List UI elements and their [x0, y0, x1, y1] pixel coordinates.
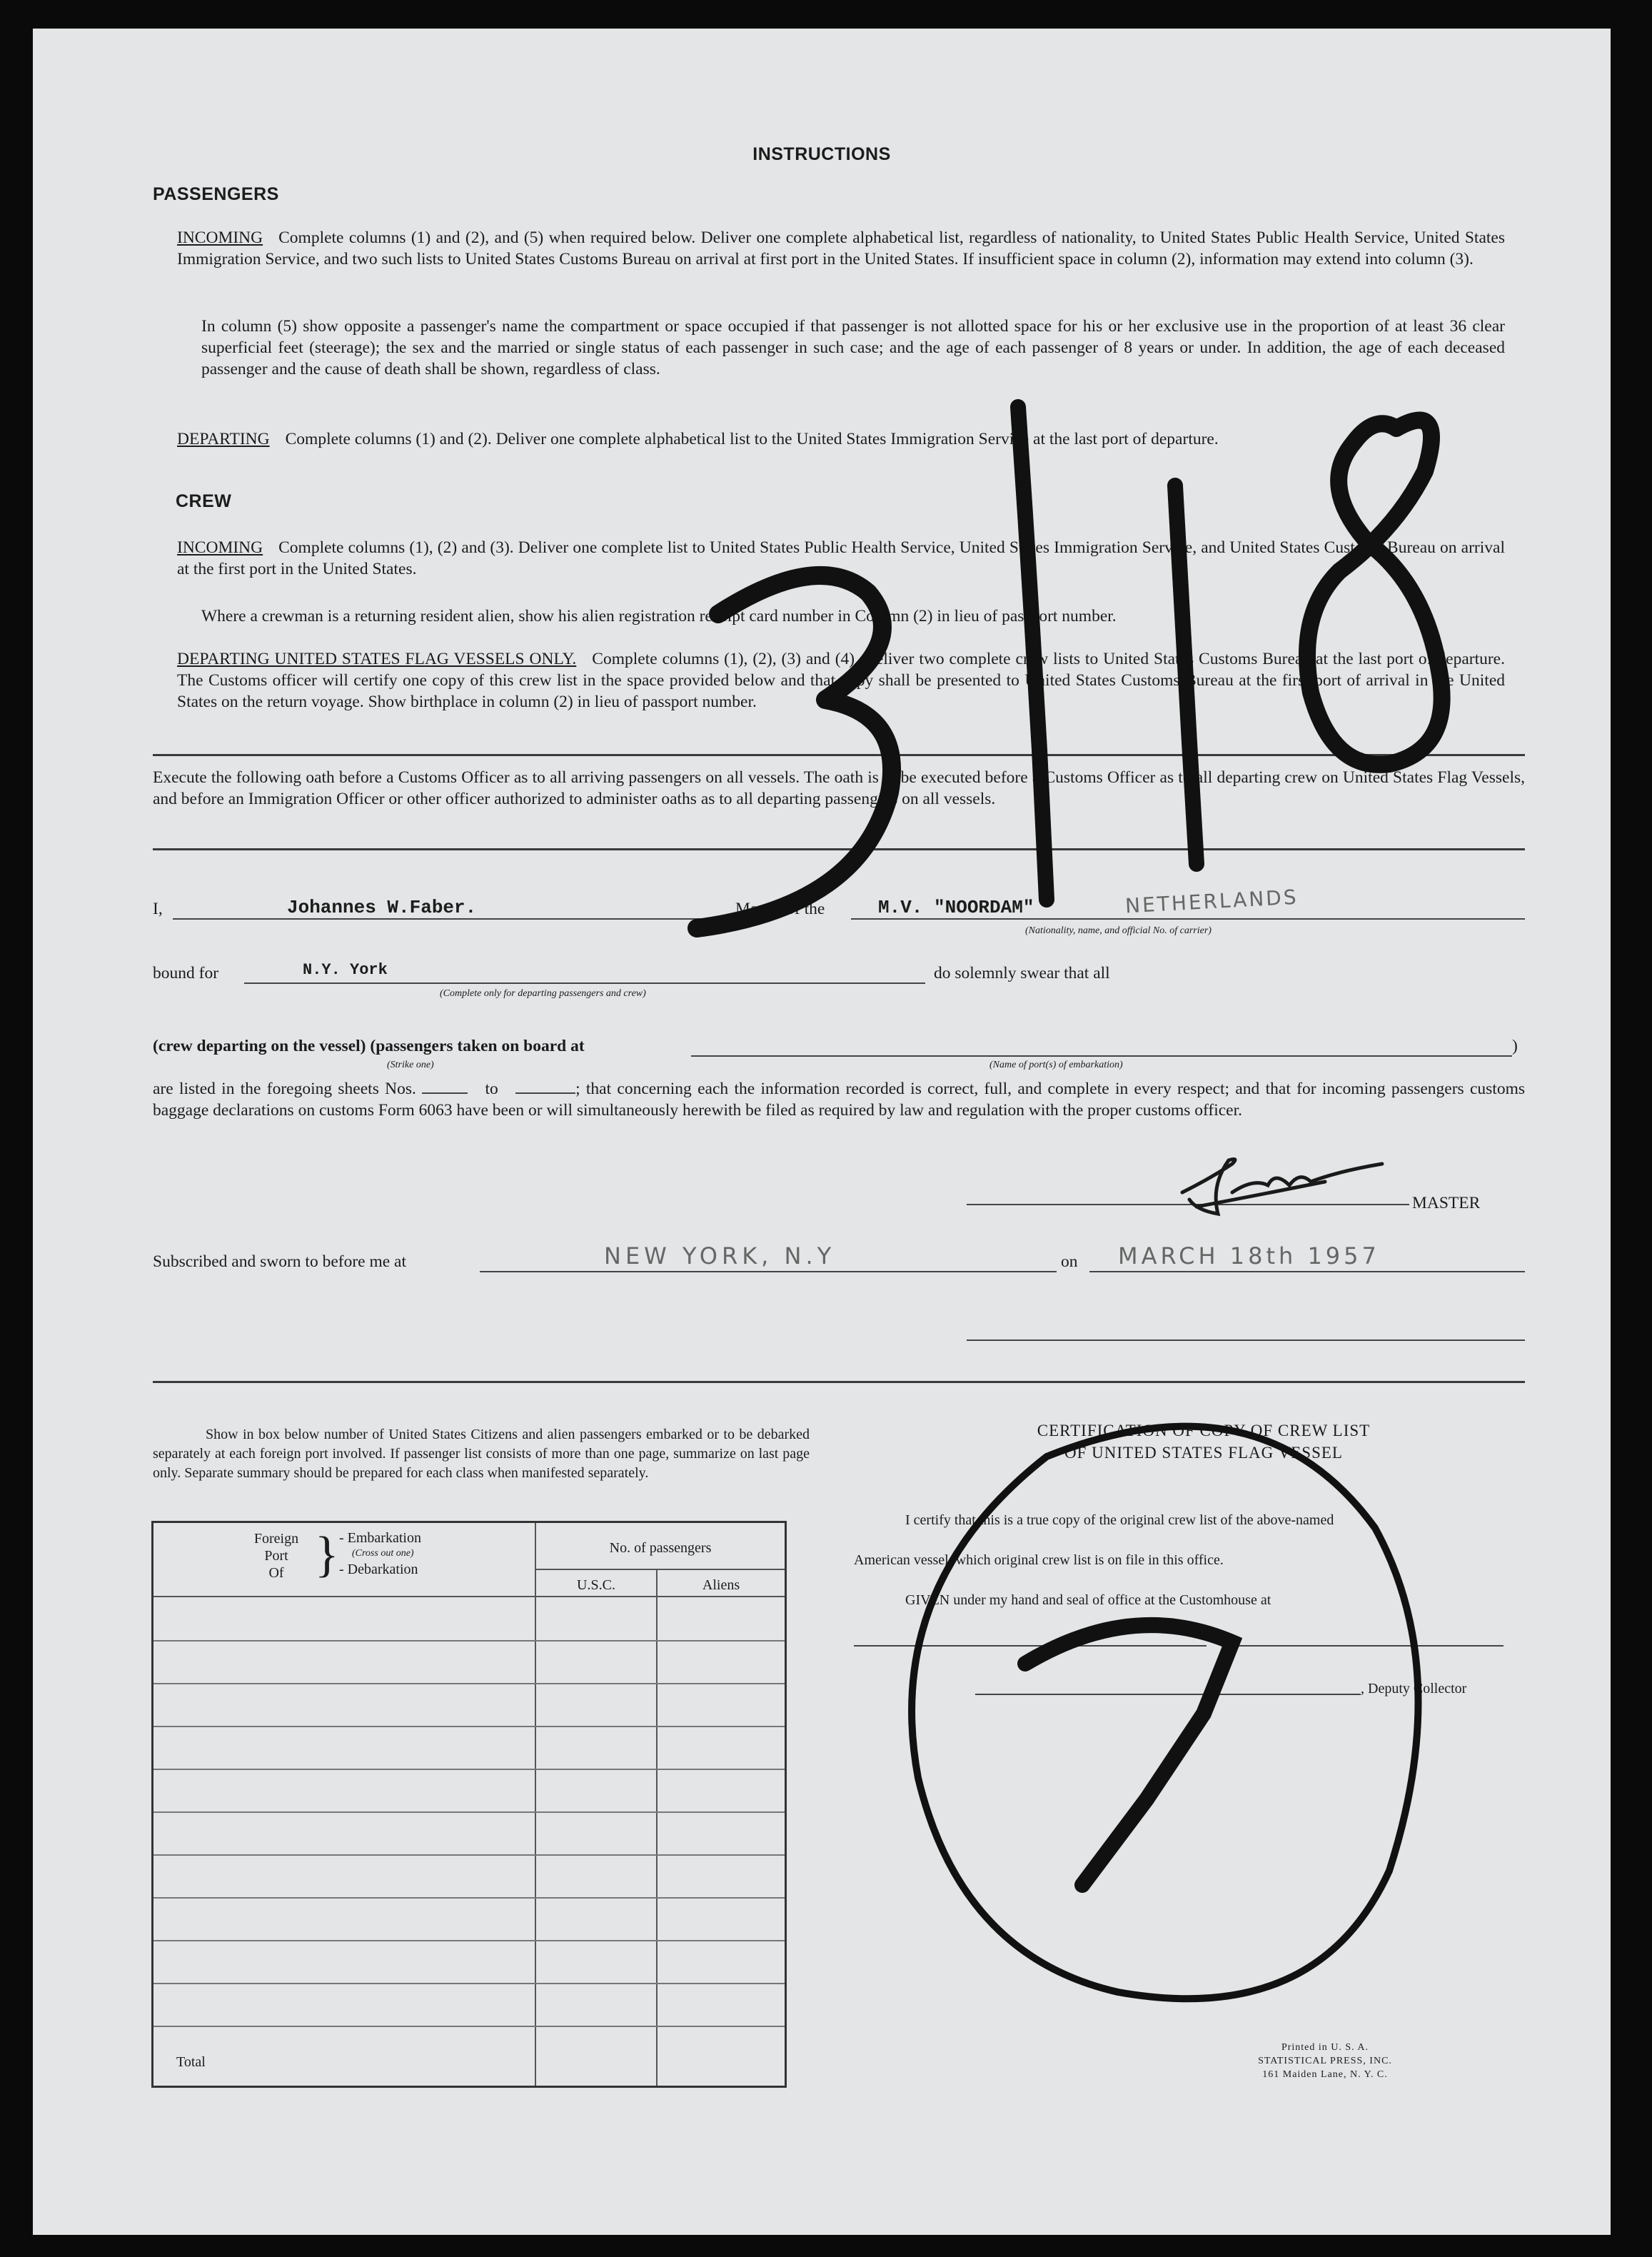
- cross-out: (Cross out one): [352, 1548, 414, 1559]
- sworn-place-line: [480, 1271, 1057, 1272]
- crew-incoming-label: INCOMING: [177, 538, 263, 557]
- table-row: [153, 1640, 785, 1642]
- sworn-date-line: [1089, 1271, 1525, 1272]
- divider-2: [153, 848, 1525, 850]
- sworn-place: NEW YORK, N.Y: [604, 1242, 836, 1270]
- crew-resident-paragraph: Where a crewman is a returning resident alien, show his alien registration receipt card number in Column (2) in lieu of passport number.: [201, 607, 1117, 625]
- listed-text-b: ; that concerning each the information recorded is correct, full, and complete in every respect; and that for incoming passengers customs baggage declarations on customs Form 6063 have been or will simultaneously herewith be filed as required by law and regulation with the proper customs officer.: [153, 1080, 1526, 1120]
- certify-text-a: I certify that this is a true copy of the original crew list of the above-named: [905, 1512, 1334, 1528]
- passengers-departing-paragraph: [177, 428, 1505, 450]
- printer-line-3: 161 Maiden Lane, N. Y. C.: [1262, 2069, 1388, 2080]
- table-row: [153, 2026, 785, 2027]
- master-label: MASTER: [1412, 1194, 1481, 1212]
- listed-text-a: are listed in the foregoing sheets Nos.: [153, 1080, 416, 1098]
- vessel-line: [851, 918, 1525, 920]
- printer-line-1: Printed in U. S. A.: [1281, 2042, 1369, 2053]
- bound-caption: (Complete only for departing passengers and crew): [440, 988, 646, 999]
- crew-departing-label: DEPARTING UNITED STATES FLAG VESSELS ONLY.: [177, 650, 577, 668]
- officer-signature-line: [967, 1339, 1525, 1341]
- table-row: [153, 1726, 785, 1727]
- printer-line-2: STATISTICAL PRESS, INC.: [1258, 2056, 1392, 2066]
- sworn-date: MARCH 18th 1957: [1118, 1242, 1380, 1270]
- carrier-caption: (Nationality, name, and official No. of carrier): [1025, 925, 1212, 936]
- table-row: [153, 1769, 785, 1770]
- nationality-handwritten: NETHERLANDS: [1124, 885, 1299, 918]
- deputy-label: , Deputy Collector: [1361, 1681, 1467, 1696]
- instructions-title: INSTRUCTIONS: [752, 144, 891, 164]
- crew-incoming-text: Complete columns (1), (2) and (3). Deliver one complete list to United States Public Health Service, United States Immigration Service, and United States Customs Bureau on arrival at the first port in the United States.: [177, 538, 1505, 578]
- certification-title: [847, 1419, 1561, 1464]
- divider-1: [153, 754, 1525, 756]
- master-of-label: Master of the: [735, 900, 825, 918]
- form-page: [33, 29, 1611, 2235]
- given-text: GIVEN under my hand and seal of office at the Customhouse at: [905, 1592, 1271, 1608]
- crew-departing-paragraph: [177, 648, 1505, 713]
- crew-heading: CREW: [176, 491, 232, 511]
- oath-intro: Execute the following oath before a Customs Officer as to all arriving passengers on all vessels. The oath is to be executed before a Customs Officer as to all departing crew on United States Flag Vessels, and before an Immigration Officer or other officer authorized to administer oaths as to all departing passengers on all vessels.: [153, 768, 1525, 808]
- printer-imprint: [1218, 2041, 1432, 2081]
- passengers-incoming-text: Complete columns (1) and (2), and (5) when required below. Deliver one complete alphabetical list, regardless of nationality, to United States Public Health Service, United States Immigration Service, and two such lists to United States Customs Bureau on arrival at first port in the United States. If insufficient space in column (2), information may extend into column (3).: [177, 228, 1505, 268]
- debarkation: - Debarkation: [339, 1562, 418, 1577]
- passengers-departing-text: Complete columns (1) and (2). Deliver one complete alphabetical list to the United States Immigration Service at the last port of departure.: [285, 430, 1219, 448]
- customhouse-line: [854, 1645, 1207, 1647]
- certification-title-1: CERTIFICATION OF COPY OF CREW LIST: [1037, 1422, 1371, 1439]
- usc-header: U.S.C.: [577, 1577, 615, 1593]
- divider-3: [153, 1381, 1525, 1383]
- cert-on-label: on: [1215, 1632, 1229, 1648]
- crew-departing-phrase: (crew departing on the vessel) (passengers taken on board at: [153, 1037, 585, 1055]
- passengers-incoming-label: INCOMING: [177, 228, 263, 247]
- total-label: Total: [176, 2054, 206, 2070]
- passengers-departing-label: DEPARTING: [177, 430, 270, 448]
- certification-title-2: OF UNITED STATES FLAG VESSEL: [1064, 1444, 1343, 1462]
- passengers-incoming-paragraph: [177, 227, 1505, 270]
- embarkation: - Embarkation: [339, 1530, 421, 1546]
- no-passengers-header: No. of passengers: [609, 1540, 712, 1556]
- foreign-port-header: [233, 1530, 319, 1582]
- sworn-on-label: on: [1061, 1252, 1078, 1271]
- ports-line: [691, 1055, 1512, 1057]
- header-subdivider: [536, 1569, 785, 1570]
- crew-departing-text: Complete columns (1), (2), (3) and (4). Deliver two complete crew lists to United States Customs Bureau at the last port of departure. The Customs officer will certify one copy of this crew list in the space provided below and that copy shall be presented to United States Customs Bureau at the first port of arrival in the United States on the return voyage. Show birthplace in column (2) in lieu of passport number.: [177, 650, 1505, 711]
- embark-debark: [339, 1530, 421, 1577]
- i-label: I,: [153, 900, 163, 918]
- table-row: [153, 1940, 785, 1941]
- cert-date-line: [1238, 1645, 1504, 1647]
- table-row: [153, 1983, 785, 1984]
- swear-text: do solemnly swear that all: [934, 964, 1110, 982]
- listed-paragraph: [153, 1078, 1525, 1121]
- bound-for-value: N.Y. York: [303, 961, 388, 979]
- certify-text-b: American vessel, which original crew list is on file in this office.: [854, 1552, 1224, 1568]
- master-name-line: [173, 918, 732, 920]
- foreign-line-3: Of: [268, 1565, 284, 1581]
- closing-paren: ): [1512, 1037, 1518, 1055]
- aliens-header: Aliens: [702, 1577, 740, 1593]
- foreign-line-1: Foreign: [253, 1531, 299, 1547]
- passengers-heading: PASSENGERS: [153, 184, 279, 204]
- table-row: [153, 1854, 785, 1856]
- master-signature: [1168, 1142, 1396, 1235]
- summary-table: [151, 1521, 787, 2088]
- bound-for-label: bound for: [153, 964, 219, 982]
- brace: }: [315, 1527, 339, 1582]
- listed-to: to: [485, 1080, 498, 1098]
- subscribed-label: Subscribed and sworn to before me at: [153, 1252, 407, 1271]
- passengers-column5-paragraph: In column (5) show opposite a passenger's name the compartment or space occupied if that passenger is not allotted space for his or her exclusive use in the proportion of at least 36 clear superficial feet (steerage); the sex and the married or single status of each passenger in such case; and the age of each passenger of 8 years or under. In addition, the age of each deceased passenger and the cause of death shall be shown, regardless of class.: [201, 317, 1505, 378]
- header-bottom: [153, 1596, 785, 1597]
- ports-caption: (Name of port(s) of embarkation): [989, 1060, 1123, 1070]
- master-name: Johannes W.Faber.: [287, 897, 477, 918]
- table-row: [153, 1897, 785, 1899]
- bound-for-line: [244, 982, 925, 984]
- crew-departing-text: [153, 1035, 585, 1057]
- vessel-name: M.V. "NOORDAM": [878, 897, 1034, 918]
- foreign-line-2: Port: [264, 1548, 288, 1564]
- col-divider-1: [535, 1523, 536, 2086]
- col-divider-2: [656, 1569, 658, 2086]
- summary-instructions: Show in box below number of United States Citizens and alien passengers embarked or to be debarked separately at each foreign port involved. If passenger list consists of more than one page, summarize on last page only. Separate summary should be prepared for each class when manifested separately.: [153, 1427, 810, 1481]
- crew-incoming-paragraph: [177, 537, 1505, 580]
- deputy-line: [975, 1694, 1361, 1695]
- table-row: [153, 1811, 785, 1813]
- strike-caption: (Strike one): [387, 1060, 434, 1070]
- table-row: [153, 1683, 785, 1684]
